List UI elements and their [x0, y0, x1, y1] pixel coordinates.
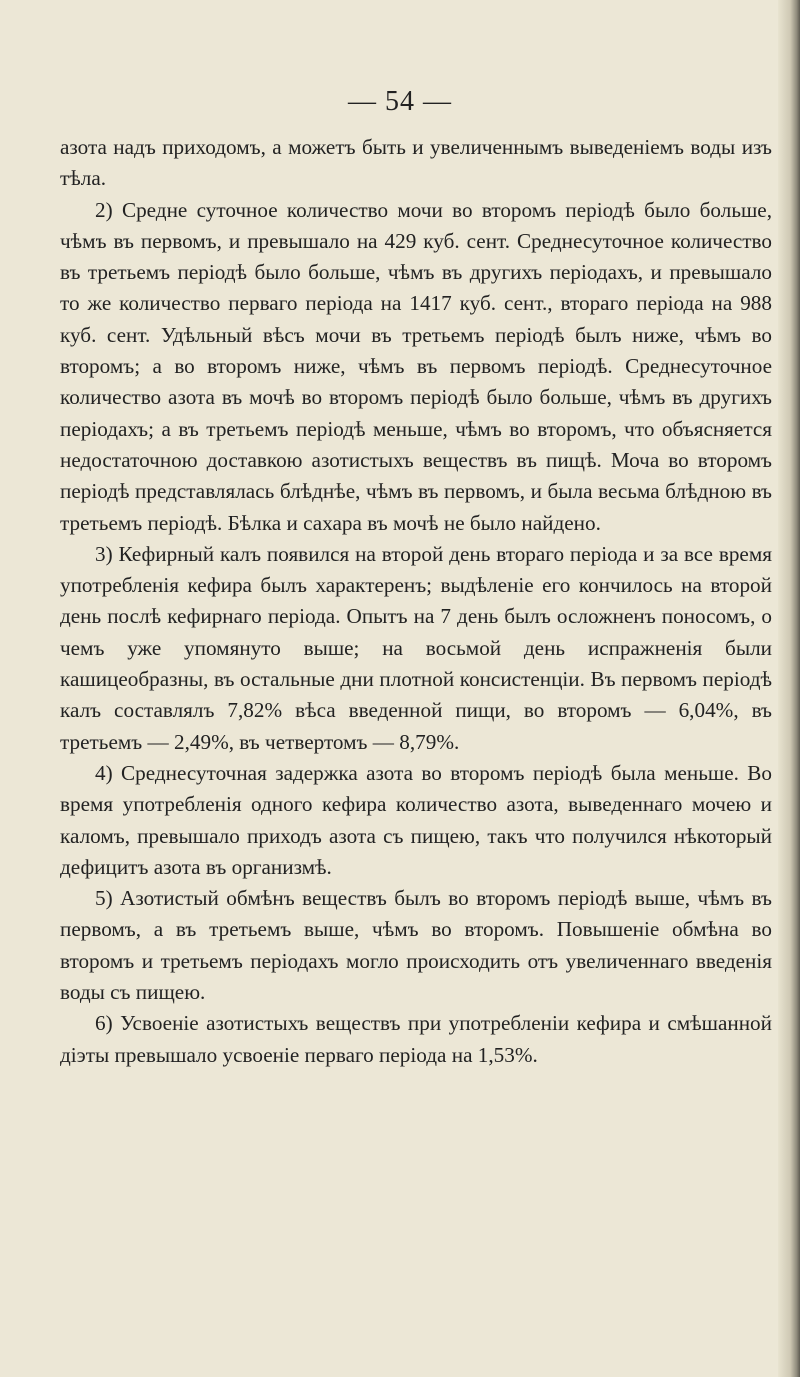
page-number: — 54 —: [348, 86, 452, 117]
paragraph-4: 4) Среднесуточная задержка азота во второмъ періодѣ была меньше. Во время употребленія одного кефира количество азота, выведеннаго мочею и каломъ, превышало приходъ азота съ пищею, такъ что получился нѣкоторый дефицитъ азота въ организмѣ.: [60, 760, 772, 879]
paragraph-3: 3) Кефирный калъ появился на второй день втораго періода и за все время употребленія кефира былъ характеренъ; выдѣленіе его кончилось на второй день послѣ кефирнаго періода. Опытъ на 7 день былъ осложненъ поносомъ, о чемъ уже упомянуто выше; на восьмой день испражненія были кашицеобразны, въ остальные дни плотной консистенціи. Въ первомъ періодѣ калъ составлялъ 7,82% вѣса введенной пищи, во второмъ — 6,04%, въ третьемъ — 2,49%, въ четвертомъ — 8,79%.: [60, 541, 772, 754]
paragraph-1: азота надъ приходомъ, а можетъ быть и увеличеннымъ выведеніемъ воды изъ тѣла.: [60, 135, 772, 191]
paragraph-5: 5) Азотистый обмѣнъ веществъ былъ во второмъ періодѣ выше, чѣмъ въ первомъ, а въ третьемъ выше, чѣмъ во второмъ. Повышеніе обмѣна во второмъ и третьемъ періодахъ могло происходить отъ увеличеннаго введенія воды съ пищею.: [60, 886, 772, 1005]
paragraph-2: 2) Средне суточное количество мочи во второмъ періодѣ было больше, чѣмъ въ первомъ, и превышало на 429 куб. сент. Среднесуточное количество въ третьемъ періодѣ было больше, чѣмъ въ другихъ періодахъ, и превышало то же количество перваго періода на 1417 куб. сент., втораго періода на 988 куб. сент. Удѣльный вѣсъ мочи въ третьемъ періодѣ былъ ниже, чѣмъ во второмъ; а во второмъ ниже, чѣмъ въ первомъ періодѣ. Среднесуточное количество азота въ мочѣ во второмъ періодѣ было больше, чѣмъ въ другихъ періодахъ; а въ третьемъ періодѣ меньше, чѣмъ во второмъ, что объясняется недостаточною доставкою азотистыхъ веществъ въ пищѣ. Моча во второмъ періодѣ представлялась блѣднѣе, чѣмъ въ первомъ, и была весьма блѣдною въ третьемъ періодѣ. Бѣлка и сахара въ мочѣ не было найдено.: [60, 197, 772, 535]
body-text: [60, 132, 772, 1071]
page-edge-shadow: [778, 0, 800, 1377]
paragraph-6: 6) Усвоеніе азотистыхъ веществъ при употребленіи кефира и смѣшанной діэты превышало усвоеніе перваго періода на 1,53%.: [60, 1011, 772, 1067]
